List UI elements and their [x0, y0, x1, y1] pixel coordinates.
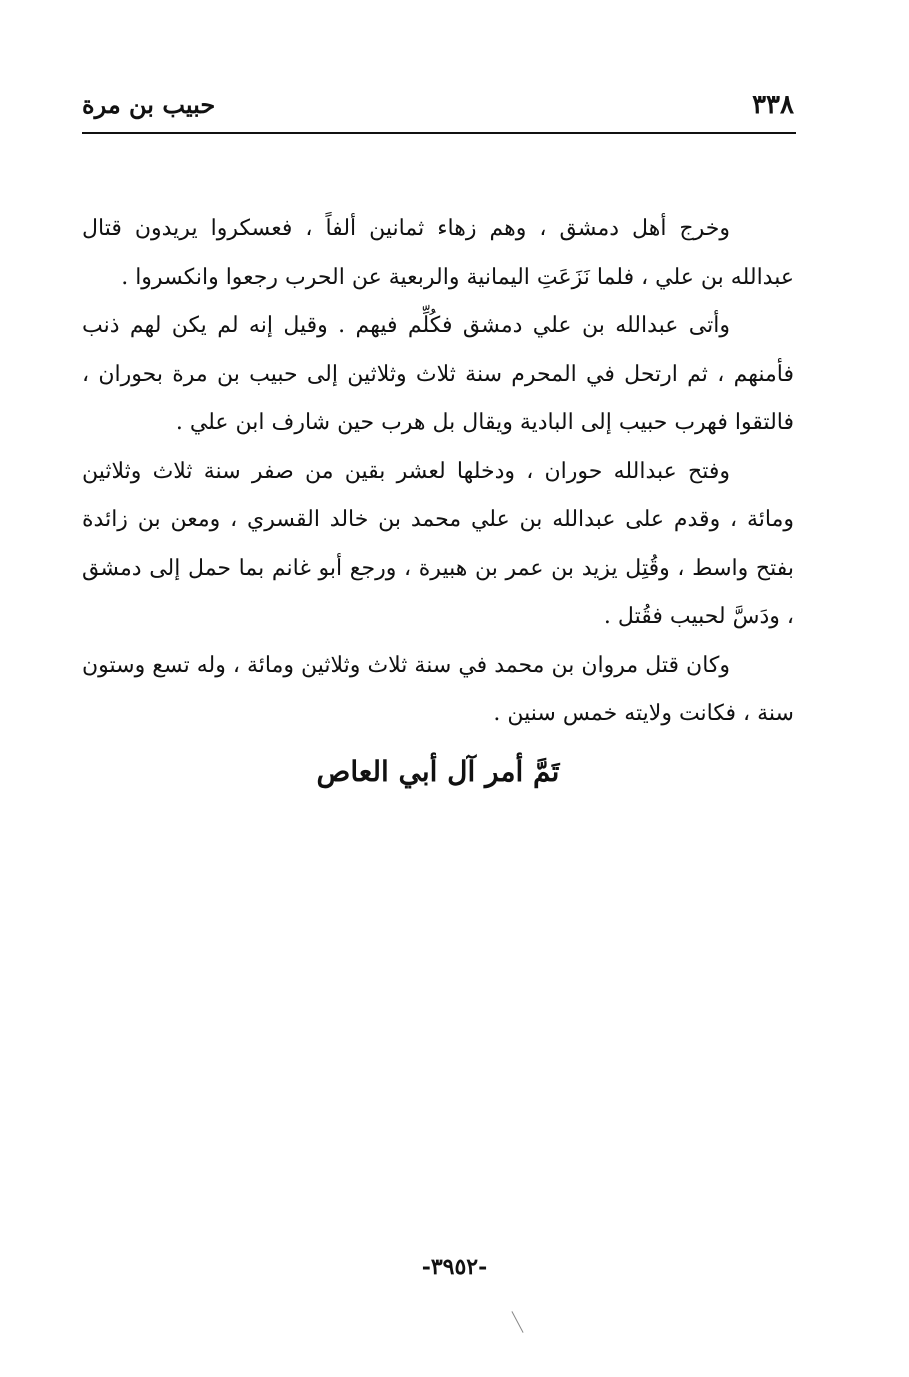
body-text: [82, 205, 794, 739]
running-title: حبيب بن مرة: [82, 90, 216, 119]
stray-mark: [511, 1311, 523, 1333]
paragraph: وخرج أهل دمشق ، وهم زهاء ثمانين ألفاً ، فعسكروا يريدون قتال عبدالله بن علي ، فلما نَزَعَتِ اليمانية والربعية عن الحرب رجعوا وانكسروا .: [82, 216, 794, 290]
paragraph: وأتى عبدالله بن علي دمشق فكُلِّم فيهم . وقيل إنه لم يكن لهم ذنب فأمنهم ، ثم ارتحل في المحرم سنة ثلاث وثلاثين إلى حبيب بن مرة بحوران ، فالتقوا فهرب حبيب إلى البادية ويقال بل هرب حين شارف ابن علي .: [82, 313, 794, 435]
paragraph: وكان قتل مروان بن محمد في سنة ثلاث وثلاثين ومائة ، وله تسع وستون سنة ، فكانت ولايته خمس سنين .: [82, 652, 794, 726]
folio-number: -٣٩٥٢-: [421, 1254, 488, 1280]
page-header: [82, 88, 794, 130]
paragraph: وفتح عبدالله حوران ، ودخلها لعشر بقين من صفر سنة ثلاث وثلاثين ومائة ، وقدم على عبدالله بن علي محمد بن خالد القسري ، ومعن بن زائدة بفتح واسط ، وقُتِل يزيد بن عمر بن هبيرة ، ورجع أبو غانم بما حمل إلى دمشق ، ودَسَّ لحبيب فقُتل .: [82, 458, 794, 629]
page-number: ٣٣٨: [752, 90, 794, 120]
closing-line: تَمَّ أمر آل أبي العاص: [316, 755, 560, 788]
header-divider: [82, 132, 796, 134]
